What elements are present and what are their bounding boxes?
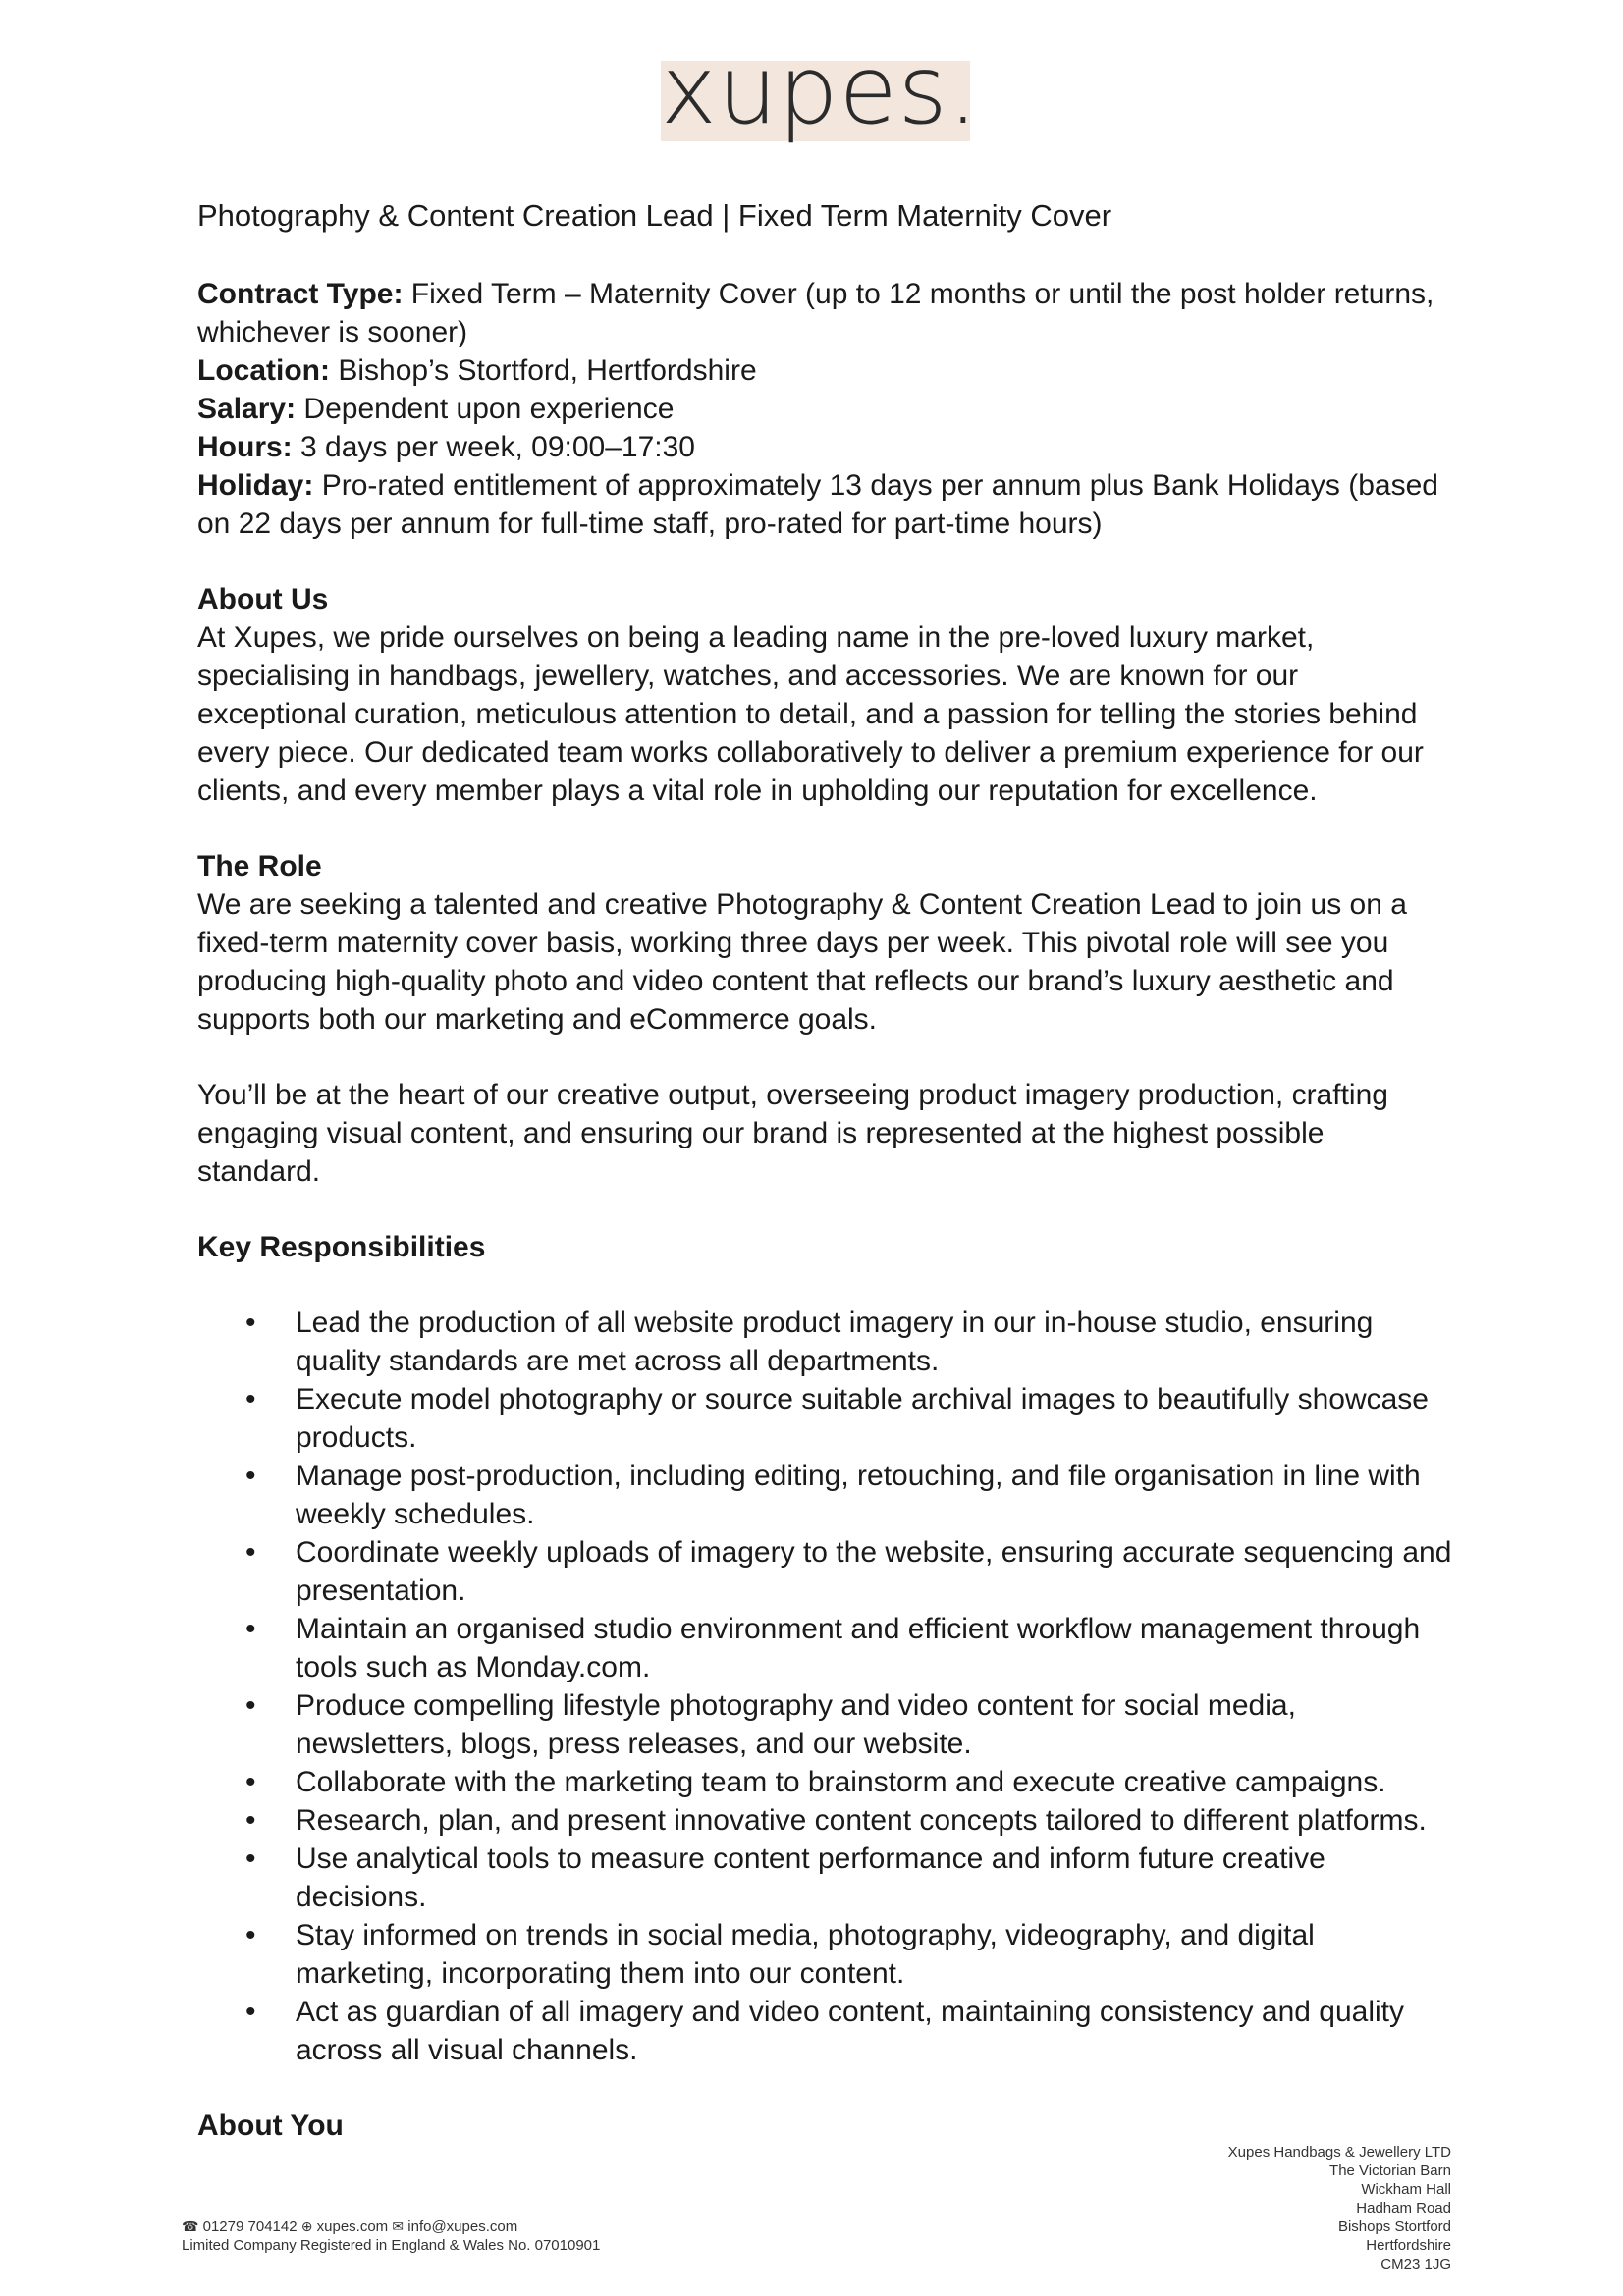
list-item	[197, 1533, 1454, 1610]
list-item-text: Stay informed on trends in social media, photography, videography, and digital marketing, incorporating them into our content.	[296, 1919, 1315, 1990]
field-key: Hours:	[197, 431, 293, 463]
company-logo	[661, 35, 980, 145]
job-title: Photography & Content Creation Lead | Fixed Term Maternity Cover	[197, 198, 1112, 233]
list-item	[197, 1610, 1454, 1686]
footer-address	[1228, 2143, 1451, 2273]
list-item	[197, 1993, 1454, 2069]
address-line: Hadham Road	[1356, 2200, 1451, 2216]
list-item-text: Manage post-production, including editing, retouching, and file organisation in line with weekly schedules.	[296, 1460, 1421, 1530]
address-line: Wickham Hall	[1361, 2181, 1451, 2198]
bullet-icon: •	[245, 1460, 256, 1492]
footer-website: xupes.com	[316, 2218, 389, 2235]
address-line: The Victorian Barn	[1329, 2163, 1451, 2179]
list-item-text: Act as guardian of all imagery and video content, maintaining consistency and quality across all visual channels.	[296, 1996, 1404, 2066]
field-value: Dependent upon experience	[296, 393, 675, 425]
footer-registration: Limited Company Registered in England & Wales No. 07010901	[182, 2237, 601, 2254]
footer-email: info@xupes.com	[407, 2218, 518, 2235]
bullet-icon: •	[245, 1919, 256, 1951]
field-value: 3 days per week, 09:00–17:30	[292, 431, 695, 463]
list-item	[197, 1840, 1454, 1916]
field-value: Pro-rated entitlement of approximately 13 days per annum plus Bank Holidays (based on 22 days per annum for full-time staff, pro-rated for part-time hours)	[197, 469, 1438, 540]
responsibilities-list	[197, 1304, 1454, 2069]
address-line: CM23 1JG	[1380, 2256, 1451, 2272]
the-role-paragraph-2: You’ll be at the heart of our creative output, overseeing product imagery production, crafting engaging visual content, and ensuring our brand is represented at the highest possible standard.	[197, 1079, 1388, 1188]
about-you-heading: About You	[197, 2109, 344, 2142]
list-item-text: Use analytical tools to measure content performance and inform future creative decisions.	[296, 1842, 1325, 1913]
field-holiday	[197, 466, 1454, 543]
field-hours	[197, 428, 1454, 466]
field-value: Bishop’s Stortford, Hertfordshire	[330, 354, 757, 387]
field-contract-type	[197, 275, 1454, 351]
mail-icon: ✉	[392, 2218, 405, 2234]
field-salary	[197, 390, 1454, 428]
phone-icon: ☎	[182, 2218, 199, 2234]
bullet-icon: •	[245, 1613, 256, 1645]
globe-icon: ⊕	[300, 2218, 313, 2234]
field-key: Holiday:	[197, 469, 314, 502]
bullet-icon: •	[245, 1536, 256, 1569]
list-item-text: Coordinate weekly uploads of imagery to the website, ensuring accurate sequencing and presentation.	[296, 1536, 1452, 1607]
address-line: Bishops Stortford	[1337, 2218, 1451, 2235]
about-us-text: At Xupes, we pride ourselves on being a leading name in the pre-loved luxury market, specialising in handbags, jewellery, watches, and accessories. We are known for our exceptional curation, meticulous attention to detail, and a passion for telling the stories behind every piece. Our dedicated team works collaboratively to deliver a premium experience for our clients, and every member plays a vital role in upholding our reputation for excellence.	[197, 621, 1424, 807]
list-item	[197, 1801, 1454, 1840]
list-item-text: Produce compelling lifestyle photography and video content for social media, newsletters, blogs, press releases, and our website.	[296, 1689, 1296, 1760]
bullet-icon: •	[245, 1766, 256, 1798]
address-line: Hertfordshire	[1366, 2237, 1451, 2254]
list-item-text: Maintain an organised studio environment and efficient workflow management through tools such as Monday.com.	[296, 1613, 1421, 1683]
list-item-text: Collaborate with the marketing team to brainstorm and execute creative campaigns.	[296, 1766, 1386, 1798]
footer-phone: 01279 704142	[202, 2218, 298, 2235]
bullet-icon: •	[245, 1842, 256, 1875]
list-item	[197, 1380, 1454, 1457]
list-item	[197, 1457, 1454, 1533]
bullet-icon: •	[245, 1689, 256, 1722]
list-item	[197, 1916, 1454, 1993]
bullet-icon: •	[245, 1804, 256, 1837]
document-body	[197, 192, 1454, 2145]
bullet-icon: •	[245, 1383, 256, 1415]
list-item-text: Lead the production of all website product imagery in our in-house studio, ensuring quality standards are met across all departments.	[296, 1307, 1374, 1377]
bullet-icon: •	[245, 1307, 256, 1339]
address-line: Xupes Handbags & Jewellery LTD	[1227, 2144, 1451, 2161]
footer-contact-line	[182, 2217, 600, 2236]
list-item	[197, 1304, 1454, 1380]
field-key: Salary:	[197, 393, 297, 425]
field-value: Fixed Term – Maternity Cover (up to 12 months or until the post holder returns, whichever is sooner)	[197, 278, 1434, 348]
field-location	[197, 351, 1454, 390]
list-item	[197, 1763, 1454, 1801]
logo-text: xupes.	[661, 35, 980, 145]
list-item	[197, 1686, 1454, 1763]
bullet-icon: •	[245, 1996, 256, 2028]
list-item-text: Research, plan, and present innovative content concepts tailored to different platforms.	[296, 1804, 1427, 1837]
responsibilities-heading: Key Responsibilities	[197, 1231, 486, 1263]
the-role-heading: The Role	[197, 850, 322, 882]
footer-contact	[182, 2217, 600, 2255]
field-key: Location:	[197, 354, 330, 387]
the-role-paragraph-1: We are seeking a talented and creative Photography & Content Creation Lead to join us on a fixed-term maternity cover basis, working three days per week. This pivotal role will see you producing high-quality photo and video content that reflects our brand’s luxury aesthetic and supports both our marketing and eCommerce goals.	[197, 888, 1407, 1036]
about-us-heading: About Us	[197, 583, 329, 615]
field-key: Contract Type:	[197, 278, 404, 310]
list-item-text: Execute model photography or source suitable archival images to beautifully showcase products.	[296, 1383, 1429, 1454]
